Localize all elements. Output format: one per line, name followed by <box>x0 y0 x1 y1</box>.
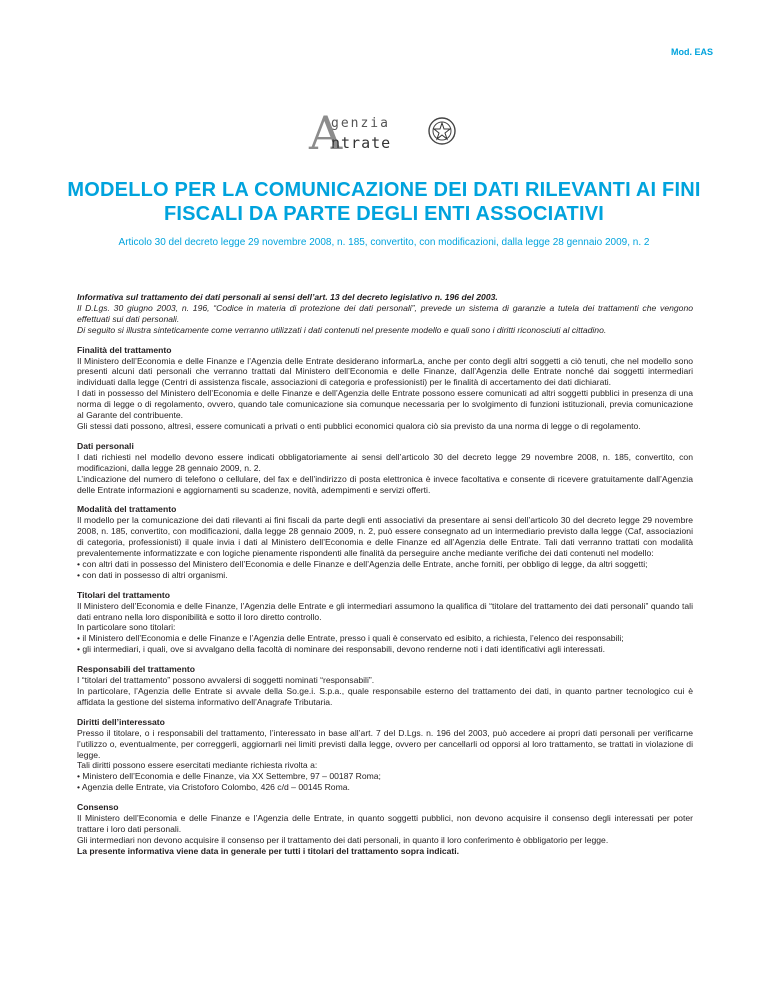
bullet-item: • il Ministero dell’Economia e delle Finanze e l’Agenzia delle Entrate, presso i quali è conservato ed esibito, a richiesta, l’elenco dei responsabili; <box>77 633 624 644</box>
privacy-notice <box>77 292 693 857</box>
bullet-item: • gli intermediari, i quali, ove si avvalgano della facoltà di nominare dei responsabili, devono renderne noti i dati identificativi agli interessati. <box>77 644 605 655</box>
section-responsabili <box>77 664 693 708</box>
page-title: MODELLO PER LA COMUNICAZIONE DEI DATI RILEVANTI AI FINI FISCALI DA PARTE DEGLI ENTI ASSOCIATIVI <box>67 179 701 225</box>
section-title: Titolari del trattamento <box>77 589 170 600</box>
paragraph: I dati richiesti nel modello devono essere indicati obbligatoriamente ai sensi dell’articolo 30 del decreto legge 29 novembre 2008, n. 185, convertito, con modificazioni, dalla legge 28 gennaio 2009, n. 2. <box>77 451 693 473</box>
section-dati-personali <box>77 441 693 496</box>
section-title: Consenso <box>77 802 119 813</box>
section-title: Dati personali <box>77 440 134 451</box>
section-title: Finalità del trattamento <box>77 344 172 355</box>
paragraph: Tali diritti possono essere esercitati mediante richiesta rivolta a: <box>77 760 318 771</box>
section-consenso <box>77 802 693 846</box>
paragraph: Il Ministero dell’Economia e delle Finanze, l’Agenzia delle Entrate e gli intermediari assumono la qualifica di “titolare del trattamento dei dati personali” quando tali dati entrano nella loro disponibilità e sotto il loro diretto controllo. <box>77 600 693 622</box>
paragraph: I “titolari del trattamento” possono avvalersi di soggetti nominati “responsabili”. <box>77 675 375 686</box>
agenzia-entrate-logo <box>309 106 459 160</box>
bullet-item: • con dati in possesso di altri organismi. <box>77 569 228 580</box>
bullet-item: • Ministero dell’Economia e delle Finanze, via XX Settembre, 97 – 00187 Roma; <box>77 771 381 782</box>
closing-statement: La presente informativa viene data in generale per tutti i titolari del trattamento sopra indicati. <box>77 845 460 856</box>
paragraph: Presso il titolare, o i responsabili del trattamento, l’interessato in base all’art. 7 del D.Lgs. n. 196 del 2003, può accedere ai propri dati personali per verificarne l’utilizzo o, eventualmente, per correggerli, aggiornarli nei limiti previsti dalla legge, ovvero per cancellarli od opporsi al loro trattamento, se trattati in violazione di legge. <box>77 727 693 760</box>
paragraph: Gli stessi dati possono, altresì, essere comunicati a privati o enti pubblici economici qualora ciò sia previsto da una norma di legge o di regolamento. <box>77 420 641 431</box>
intro-text: Il D.Lgs. 30 giugno 2003, n. 196, “Codice in materia di protezione dei dati personali”, prevede un sistema di garanzie a tutela dei trattamenti che vengono effettuati sui dati personali. <box>77 302 693 324</box>
paragraph: Il modello per la comunicazione dei dati rilevanti ai fini fiscali da parte degli enti associativi da presentare ai sensi dell’articolo 30 del decreto legge 29 novembre 2008, n. 185, convertito, con modificazioni, dalla legge 28 gennaio 2009, n. 2, può essere consegnato ad un intermediario previsto dalla legge (Caf, associazioni di categoria, professionisti) il quale invia i dati al Ministero dell’Economia e delle Finanze ed all’Agenzia delle Entrate. Tali dati verranno trattati con modalità prevalentemente informatizzate e con logiche pienamente rispondenti alle finalità da perseguire anche mediante verifiche dei dati contenuti nel modello: <box>77 515 693 559</box>
section-modalita <box>77 504 693 580</box>
paragraph: Il Ministero dell’Economia e delle Finanze e l’Agenzia delle Entrate desiderano informarLa, anche per conto degli altri soggetti a ciò tenuti, che nel modello sono presenti alcuni dati personali che verranno trattati dal Ministero dell’Economia e delle Finanze, dall’Agenzia delle Entrate nonché dai soggetti intermediari individuati dalla legge (Centri di assistenza fiscale, associazioni di categoria e professionisti) per le finalità di accertamento dei dati dichiarati. <box>77 355 693 388</box>
section-title: Responsabili del trattamento <box>77 664 195 675</box>
paragraph: I dati in possesso del Ministero dell’Economia e delle Finanze e dell’Agenzia delle Entrate possono essere comunicati ad altri soggetti pubblici in presenza di una norma di legge o di regolamento, ovvero, quando tale comunicazione sia comunque necessaria per lo svolgimento di funzioni istituzionali, previa comunicazione al Garante del contribuente. <box>77 388 693 421</box>
section-diritti <box>77 717 693 793</box>
paragraph: In particolare, l’Agenzia delle Entrate si avvale della So.ge.i. S.p.a., quale responsabile esterno del trattamento dei dati, in quanto partner tecnologico cui è affidata la gestione del sistema informativo dell’Anagrafe Tributaria. <box>77 686 693 707</box>
paragraph: Il Ministero dell’Economia e delle Finanze e l’Agenzia delle Entrate, in quanto soggetti pubblici, non devono acquisire il consenso degli interessati per poter trattare i loro dati personali. <box>77 813 693 834</box>
bullet-item: • Agenzia delle Entrate, via Cristoforo Colombo, 426 c/d – 00145 Roma. <box>77 782 350 793</box>
logo-word-1: genzia <box>331 116 390 131</box>
bullet-item: • con altri dati in possesso del Ministero dell’Economia e delle Finanze e dell’Agenzia delle Entrate, anche forniti, per obbligo di legge, da altri soggetti; <box>77 558 648 569</box>
logo-word-2: ntrate <box>331 134 392 152</box>
republic-emblem-icon <box>427 116 457 146</box>
intro-text: Di seguito si illustra sinteticamente come verranno utilizzati i dati contenuti nel presente modello e quali sono i diritti riconosciuti al cittadino. <box>77 324 607 335</box>
intro-title: Informativa sul trattamento dei dati personali ai sensi dell’art. 13 del decreto legislativo n. 196 del 2003. <box>77 292 498 302</box>
section-titolari <box>77 590 693 655</box>
paragraph: L’indicazione del numero di telefono o cellulare, del fax e dell’indirizzo di posta elettronica è invece facoltativa e consente di ricevere gratuitamente dall’Agenzia delle Entrate informazioni e aggiornamenti su scadenze, novità, adempimenti e servizi offerti. <box>77 473 693 495</box>
form-code: Mod. EAS <box>671 47 713 57</box>
page-subtitle: Articolo 30 del decreto legge 29 novembre 2008, n. 185, convertito, con modificazioni, dalla legge 28 gennaio 2009, n. 2 <box>118 237 650 248</box>
logo-letter: A <box>309 106 343 160</box>
section-title: Diritti dell’interessato <box>77 716 165 727</box>
section-title: Modalità del trattamento <box>77 504 177 515</box>
paragraph: In particolare sono titolari: <box>77 622 176 633</box>
section-finalita <box>77 345 693 432</box>
paragraph: Gli intermediari non devono acquisire il consenso per il trattamento dei dati personali, in quanto il loro conferimento è obbligatorio per legge. <box>77 834 609 845</box>
